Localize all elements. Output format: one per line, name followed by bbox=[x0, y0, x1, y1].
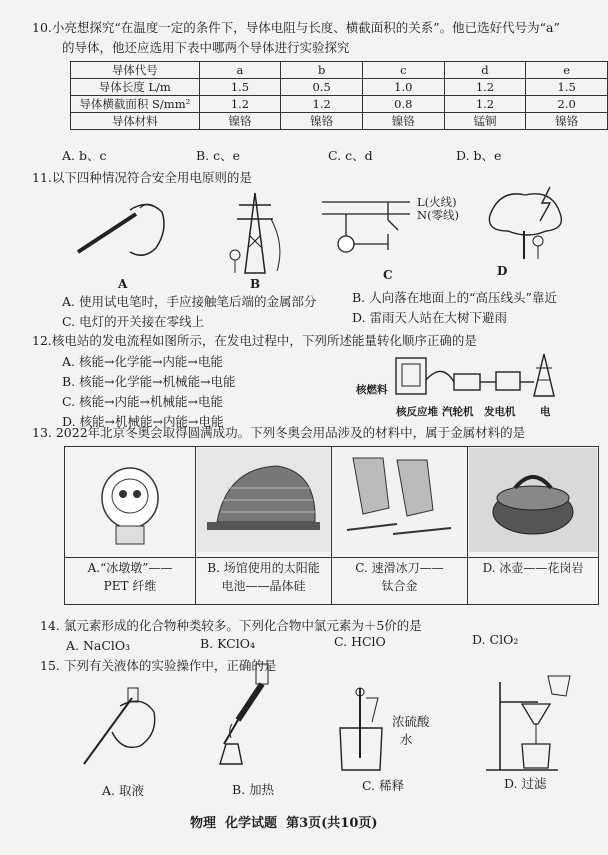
q13-stem: 13. 2022年北京冬奥会取得圆满成功。下列冬奥会用品涉及的材料中，属于金属材料的是 bbox=[32, 425, 526, 440]
q11-stem: 11.以下四种情况符合安全用电原则的是 bbox=[32, 170, 252, 185]
table-cell: 导体代号 bbox=[71, 62, 200, 79]
q11-option-d: D. 雷雨天人站在大树下避雨 bbox=[352, 310, 508, 325]
table-cell: 1.2 bbox=[199, 96, 281, 113]
table-row bbox=[71, 96, 608, 113]
q12-label-turbine: 汽轮机 bbox=[442, 406, 474, 418]
q12-label-electric: 电 bbox=[540, 406, 551, 418]
table-cell: 导体材料 bbox=[71, 113, 200, 130]
q14-stem: 14. 氯元素形成的化合物种类较多。下列化合物中氯元素为＋5价的是 bbox=[40, 618, 422, 633]
q11-label-d: D bbox=[497, 264, 508, 278]
q15-option-b: B. 加热 bbox=[232, 782, 275, 797]
q10-option-a: A. b、c bbox=[62, 148, 107, 163]
q13-image-a bbox=[65, 447, 196, 558]
q14-option-b: B. KClO₄ bbox=[200, 636, 255, 651]
q15-fig-d bbox=[478, 672, 578, 777]
q15-fig-a bbox=[62, 680, 172, 775]
table-cell: 0.5 bbox=[281, 79, 363, 96]
table-cell: 镍铬 bbox=[281, 113, 363, 130]
table-cell: 导体长度 L/m bbox=[71, 79, 200, 96]
q11-option-c: C. 电灯的开关接在零线上 bbox=[62, 314, 205, 329]
table-cell: e bbox=[526, 62, 608, 79]
q12-option-c: C. 核能→内能→机械能→电能 bbox=[62, 394, 223, 409]
q14-option-c: C. HClO bbox=[334, 634, 386, 649]
table-cell: 镍铬 bbox=[526, 113, 608, 130]
q14-option-a: A. NaClO₃ bbox=[66, 638, 131, 653]
q11-wire-n: N(零线) bbox=[417, 208, 460, 222]
q10-stem-line1: 10.小亮想探究“在温度一定的条件下，导体电阻与长度、横截面积的关系”。他已选好代号为“a” bbox=[32, 20, 560, 35]
q12-power-plant-diagram bbox=[392, 352, 562, 404]
q11-fig-a bbox=[70, 190, 180, 280]
q15-option-d: D. 过滤 bbox=[504, 776, 547, 791]
table-cell: 1.0 bbox=[362, 79, 444, 96]
q12-label-reactor: 核反应堆 bbox=[396, 406, 438, 418]
table-cell: 0.8 bbox=[362, 96, 444, 113]
table-cell: 锰铜 bbox=[444, 113, 526, 130]
q12-label-generator: 发电机 bbox=[484, 406, 516, 418]
table-cell: c bbox=[362, 62, 444, 79]
q15-stem: 15. 下列有关液体的实验操作中，正确的是 bbox=[40, 658, 277, 673]
q12-option-a: A. 核能→化学能→内能→电能 bbox=[62, 354, 223, 369]
q13-image-c bbox=[332, 447, 468, 558]
table-cell: 1.2 bbox=[281, 96, 363, 113]
q11-label-c: C bbox=[383, 268, 393, 282]
q10-table bbox=[70, 61, 608, 130]
q15-option-c: C. 稀释 bbox=[362, 778, 405, 793]
q12-option-b: B. 核能→化学能→机械能→电能 bbox=[62, 374, 236, 389]
q13-image-d bbox=[468, 447, 599, 558]
table-cell: 导体横截面积 S/mm² bbox=[71, 96, 200, 113]
table-cell: 1.2 bbox=[444, 96, 526, 113]
table-cell: 1.5 bbox=[526, 79, 608, 96]
q12-stem: 12.核电站的发电流程如图所示，在发电过程中，下列所述能量转化顺序正确的是 bbox=[32, 333, 477, 348]
table-row bbox=[71, 79, 608, 96]
q11-option-b: B. 人向落在地面上的“高压线头”靠近 bbox=[352, 290, 557, 305]
table-cell: b bbox=[281, 62, 363, 79]
q11-fig-b bbox=[215, 185, 305, 280]
q14-option-d: D. ClO₂ bbox=[472, 632, 519, 647]
table-cell: 1.2 bbox=[444, 79, 526, 96]
q10-stem-line2: 的导体，他还应选用下表中哪两个导体进行实验探究 bbox=[62, 40, 350, 55]
q15-fig-b bbox=[198, 660, 308, 775]
q13-image-table bbox=[64, 446, 599, 605]
q12-label-fuel: 核燃料 bbox=[356, 384, 388, 396]
q13-caption-b: B. 场馆使用的太阳能 电池——晶体硅 bbox=[196, 558, 332, 605]
q11-fig-c bbox=[318, 190, 428, 275]
table-cell: d bbox=[444, 62, 526, 79]
q15-option-a: A. 取液 bbox=[102, 783, 144, 798]
q13-image-b bbox=[196, 447, 332, 558]
q13-caption-c: C. 速滑冰刀—— 钛合金 bbox=[332, 558, 468, 605]
q10-option-b: B. c、e bbox=[196, 148, 241, 163]
q11-option-a: A. 使用试电笔时，手应接触笔后端的金属部分 bbox=[62, 294, 317, 309]
q11-label-b: B bbox=[250, 277, 261, 291]
q11-fig-d bbox=[480, 185, 570, 265]
table-cell: 镍铬 bbox=[362, 113, 444, 130]
q11-wire-l: L(火线) bbox=[417, 195, 457, 209]
q12-option-d: D. 核能→机械能→内能→电能 bbox=[62, 414, 224, 429]
q15-label-water: 水 bbox=[400, 732, 413, 747]
q13-caption-d: D. 冰壶——花岗岩 bbox=[468, 558, 599, 605]
page-footer: 物理 化学试题 第3页(共10页) bbox=[190, 816, 378, 831]
table-cell: 镍铬 bbox=[199, 113, 281, 130]
q13-caption-a: A.“冰墩墩”—— PET 纤维 bbox=[65, 558, 196, 605]
q11-label-a: A bbox=[118, 277, 128, 291]
table-cell: 2.0 bbox=[526, 96, 608, 113]
table-cell: a bbox=[199, 62, 281, 79]
table-row bbox=[71, 113, 608, 130]
q15-label-acid: 浓硫酸 bbox=[392, 714, 430, 729]
table-row bbox=[71, 62, 608, 79]
q10-option-d: D. b、e bbox=[456, 148, 502, 163]
table-cell: 1.5 bbox=[199, 79, 281, 96]
q10-option-c: C. c、d bbox=[328, 148, 373, 163]
